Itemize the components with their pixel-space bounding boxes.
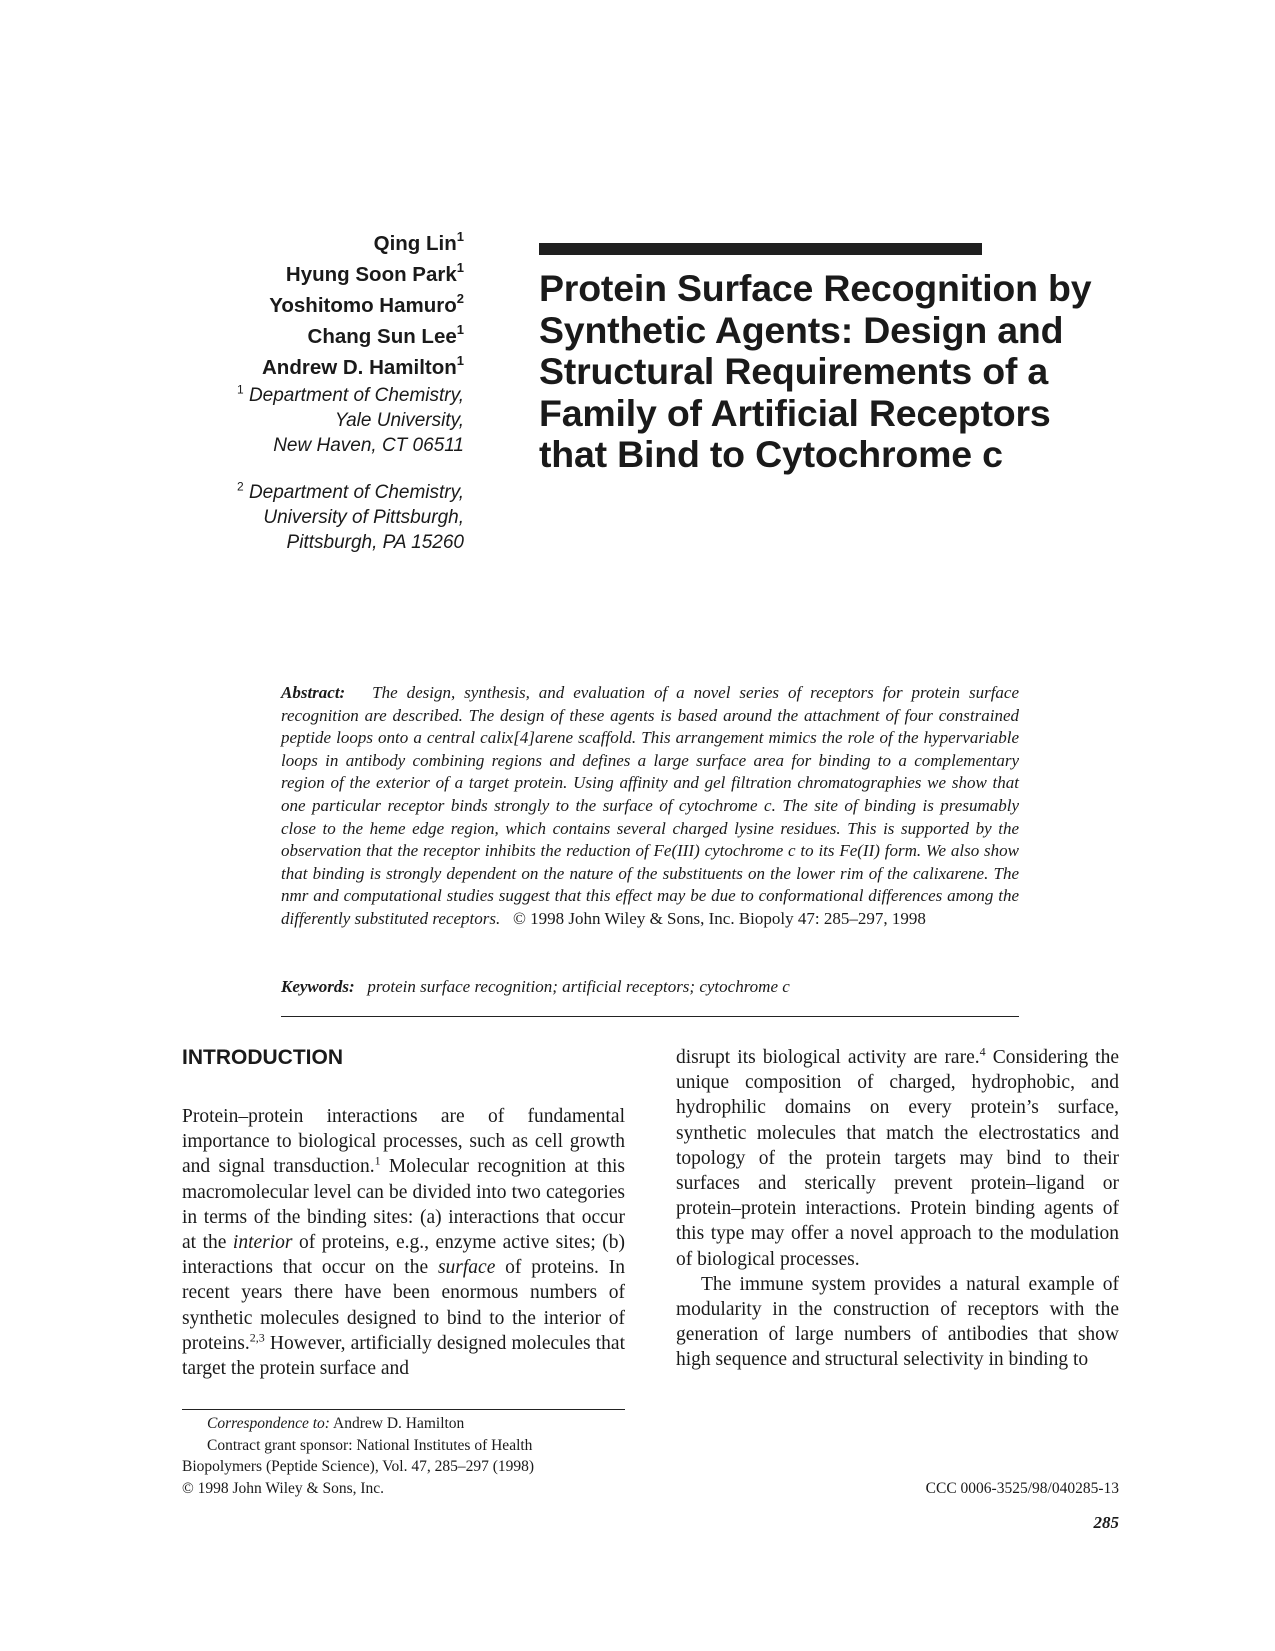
- abstract: [281, 682, 1019, 931]
- keywords: [281, 976, 1019, 998]
- keywords-text: protein surface recognition; artificial receptors; cytochrome c: [367, 977, 790, 996]
- ccc-code: CCC 0006-3525/98/040285-13: [925, 1480, 1119, 1497]
- journal-info: Biopolymers (Peptide Science), Vol. 47, 285–297 (1998): [182, 1458, 535, 1475]
- author-name: Hyung Soon Park$^1$: [285, 260, 464, 286]
- article-title: Protein Surface Recognition by Synthetic Agents: Design and Structural Requirements of a Family of Artificial Receptors that Bind to Cytochrome c: [539, 267, 1092, 475]
- paragraph-continuation: disrupt its biological activity are rare.: [676, 1047, 980, 1068]
- author-block: [150, 228, 464, 555]
- page-number: 285: [1093, 1513, 1119, 1532]
- footnote-rule: [182, 1409, 625, 1410]
- body-column-left: [182, 1104, 625, 1381]
- correspondence: Correspondence to: Andrew D. Hamilton: [207, 1415, 465, 1432]
- copyright: © 1998 John Wiley & Sons, Inc.: [182, 1479, 385, 1497]
- author-name: Yoshitomo Hamuro$^2$: [269, 291, 464, 317]
- author-name: Chang Sun Lee$^1$: [307, 322, 464, 348]
- abstract-rule: [281, 1016, 1019, 1017]
- abstract-label: Abstract:: [281, 683, 346, 702]
- author-name: Andrew D. Hamilton$^1$: [262, 353, 464, 379]
- abstract-text: The design, synthesis, and evaluation of a novel series of receptors for protein surface recognition are described. The design of these agents is based around the attachment of four constrained peptide loops onto a central calix[4]arene scaffold. This arrangement mimics the role of the hypervariable loops in antibody combining regions and defines a large surface area for binding to a complementary region of the exterior of a target protein. Using affinity and gel filtration chromatographies we show that one particular receptor binds strongly to the surface of cytochrome c. The site of binding is presumably close to the heme edge region, which contains several charged lysine residues. This is supported by the observation that the receptor inhibits the reduction of Fe(III) cytochrome c to its Fe(II) form. We also show that binding is strongly dependent on the nature of the substituents on the lower rim of the calixarene. The nmr and computational studies suggest that this effect may be due to conformational differences among the differently substituted receptors.: [281, 683, 1020, 928]
- grant-sponsor: Contract grant sponsor: National Institutes of Health: [207, 1436, 533, 1454]
- footnotes: [182, 1413, 642, 1499]
- keywords-label: Keywords:: [281, 977, 355, 996]
- author-name: Qing Lin$^1$: [373, 229, 464, 255]
- title-rule: [539, 243, 982, 255]
- body-column-right: [676, 1045, 1119, 1373]
- paragraph: disrupt its biological activity are rare.$^4$ Considering the unique composition of charged, hydrophobic, and hydrophilic domains on every protein’s surface, synthetic molecules that match the electrostatics and topology of the protein targets may bind to their surfaces and sterically prevent protein–ligand or protein–protein interactions. Protein binding agents of this type may offer a novel approach to the modulation of biological processes.: [676, 1044, 1120, 1270]
- paragraph: The immune system provides a natural example of modularity in the construction of receptors with the generation of large numbers of antibodies that show high sequence and structural selectivity in binding to: [676, 1273, 1119, 1371]
- section-heading-introduction: INTRODUCTION: [182, 1046, 343, 1069]
- paragraph: Protein–protein interactions are of fundamental importance to biological processes, such as cell growth and signal transduction.$^1$ Molecular recognition at this macromolecular level can be divided into two categories in terms of the binding sites: (a) interactions that occur at the interior of proteins, e.g., enzyme active sites; (b) interactions that occur on the surface of proteins. In recent years there have been enormous numbers of synthetic molecules designed to bind to the interior of proteins.$^{2,3}$ However, artificially designed molecules that target the protein surface and: [182, 1106, 625, 1380]
- affiliation-2: $^2$ Department of Chemistry, University of Pittsburgh, Pittsburgh, PA 15260: [236, 479, 464, 553]
- affiliation-1: $^1$ Department of Chemistry, Yale University, New Haven, CT 06511: [236, 382, 464, 456]
- abstract-citation: © 1998 John Wiley & Sons, Inc. Biopoly 47: 285–297, 1998: [512, 908, 926, 928]
